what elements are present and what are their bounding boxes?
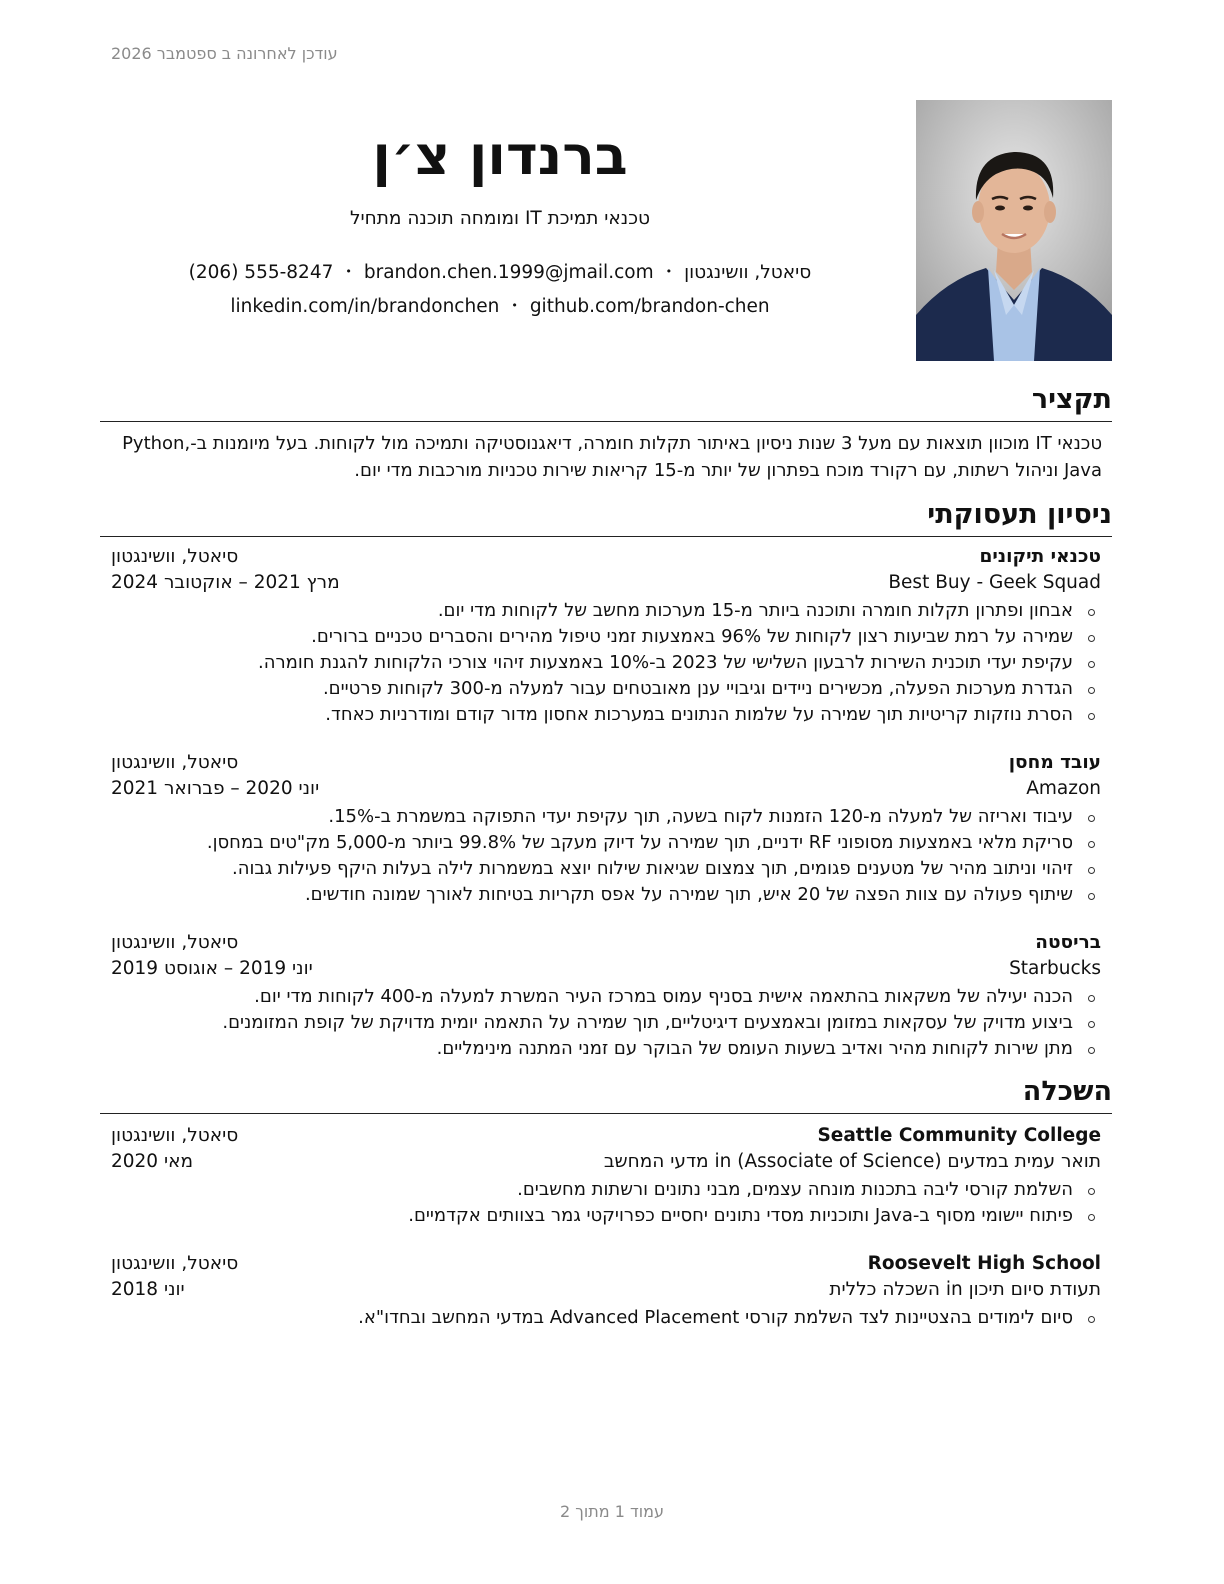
list-item: הסרת נוזקות קריטיות תוך שמירה על שלמות הנתונים במערכות אחסון מדור קודם ומודרניות כאחד.	[111, 702, 1101, 728]
school-location: סיאטל, וושינגטון	[111, 1125, 239, 1146]
location-text: סיאטל, וושינגטון	[684, 262, 812, 283]
list-item: שיתוף פעולה עם צוות הפצה של 20 איש, תוך שמירה על אפס תקריות בטיחות לאורך שמונה חודשים.	[111, 882, 1101, 908]
candidate-name: ברנדון צ׳ן	[372, 124, 628, 187]
list-item: עקיפת יעדי תוכנית השירות לרבעון השלישי של 2023 ב-10% באמצעות זיהוי צורכי הלקוחות להגנת חומרה.	[111, 650, 1101, 676]
contact-line-primary	[100, 262, 900, 283]
list-item: סריקת מלאי באמצעות מסופוני RF ידניים, תוך שמירה על דיוק מעקב של 99.8% ביותר מ-5,000 מק"טים במחסן.	[111, 830, 1101, 856]
candidate-headline: טכנאי תמיכת IT ומומחה תוכנה מתחיל	[350, 208, 650, 229]
school-degree-row	[111, 1279, 1101, 1305]
list-item: זיהוי וניתוב מהיר של מטענים פגומים, תוך צמצום שגיאות שילוח יוצא במשמרות לילה בעלות היקף פעילות גבוה.	[111, 856, 1101, 882]
job-location: סיאטל, וושינגטון	[111, 932, 239, 953]
list-item: הגדרת מערכות הפעלה, מכשירים ניידים וגיבויי ענן מאובטחים עבור למעלה מ-300 לקוחות פרטיים.	[111, 676, 1101, 702]
school-degree: תואר עמית במדעים (Associate of Science) in מדעי המחשב	[603, 1151, 1101, 1172]
separator-dot: •	[345, 265, 352, 278]
contact-line-links	[100, 296, 900, 317]
school-name-row	[111, 1253, 1101, 1279]
job-title: עובד מחסן	[1008, 752, 1101, 773]
list-item: הכנה יעילה של משקאות בהתאמה אישית בסניף עמוס במרכז העיר המשרת למעלה מ-400 לקוחות מדי יום.	[111, 984, 1101, 1010]
job-company-row	[111, 572, 1101, 598]
school-name: Roosevelt High School	[867, 1253, 1101, 1274]
job-dates: יוני 2020 – פברואר 2021	[111, 778, 320, 799]
list-item: שמירה על רמת שביעות רצון לקוחות של 96% באמצעות זמני טיפול מהירים והסברים טכניים ברורים.	[111, 624, 1101, 650]
job-company: Amazon	[1026, 778, 1101, 799]
school-name-row	[111, 1125, 1101, 1151]
school-name: Seattle Community College	[817, 1125, 1101, 1146]
summary-text: טכנאי IT מוכוון תוצאות עם מעל 3 שנות ניסיון באיתור תקלות חומרה, דיאגנוסטיקה ותמיכה מול לקוחות. בעל מיומנות ב-Python, Java וניהול רשתות, עם רקורד מוכח בפתרון של יותר מ-15 קריאות שירות טכניות מורכבות מדי יום.	[122, 433, 1102, 481]
job-company-row	[111, 778, 1101, 804]
job-dates: יוני 2019 – אוגוסט 2019	[111, 958, 313, 979]
job-bullets	[111, 984, 1101, 1062]
github-link[interactable]: github.com/brandon-chen	[529, 296, 770, 317]
phone-number[interactable]: (206) 555-8247	[188, 262, 334, 283]
list-item: השלמת קורסי ליבה בתכנות מונחה עצמים, מבני נתונים ורשתות מחשבים.	[111, 1177, 1101, 1203]
school-location: סיאטל, וושינגטון	[111, 1253, 239, 1274]
list-item: סיום לימודים בהצטיינות לצד השלמת קורסי Advanced Placement במדעי המחשב ובחדו"א.	[111, 1305, 1101, 1331]
list-item: עיבוד ואריזה של למעלה מ-120 הזמנות לקוח בשעה, תוך עקיפת יעדי התפוקה במשמרת ב-15%.	[111, 804, 1101, 830]
job-dates: מרץ 2021 – אוקטובר 2024	[111, 572, 340, 593]
job-title-row	[111, 752, 1101, 778]
school-bullets	[111, 1305, 1101, 1331]
job-title: טכנאי תיקונים	[979, 546, 1101, 567]
experience-heading: ניסיון תעסוקתי	[100, 498, 1112, 537]
job-company: Starbucks	[1009, 958, 1101, 979]
job-bullets	[111, 598, 1101, 728]
job-company-row	[111, 958, 1101, 984]
school-degree: תעודת סיום תיכון in השכלה כללית	[829, 1279, 1101, 1300]
page-number: עמוד 1 מתוך 2	[560, 1502, 664, 1521]
list-item: אבחון ופתרון תקלות חומרה ותוכנה ביותר מ-15 מערכות מחשב של לקוחות מדי יום.	[111, 598, 1101, 624]
school-bullets	[111, 1177, 1101, 1229]
job-company: Best Buy - Geek Squad	[888, 572, 1101, 593]
profile-photo	[916, 100, 1112, 361]
separator-dot: •	[665, 265, 673, 278]
summary-heading: תקציר	[100, 383, 1112, 422]
list-item: מתן שירות לקוחות מהיר ואדיב בשעות העומס של הבוקר עם זמני המתנה מינימליים.	[111, 1036, 1101, 1062]
school-degree-row	[111, 1151, 1101, 1177]
job-title-row	[111, 932, 1101, 958]
separator-dot: •	[511, 299, 518, 312]
job-location: סיאטל, וושינגטון	[111, 752, 239, 773]
linkedin-link[interactable]: linkedin.com/in/brandonchen	[230, 296, 500, 317]
education-heading: השכלה	[100, 1075, 1112, 1114]
school-dates: יוני 2018	[111, 1279, 185, 1300]
last-updated-note: עודכן לאחרונה ב ספטמבר 2026	[111, 44, 338, 63]
list-item: פיתוח יישומי מסוף ב-Java ותוכניות מסדי נתונים יחסיים כפרויקטי גמר בצוותים אקדמיים.	[111, 1203, 1101, 1229]
school-dates: מאי 2020	[111, 1151, 194, 1172]
job-bullets	[111, 804, 1101, 908]
job-location: סיאטל, וושינגטון	[111, 546, 239, 567]
list-item: ביצוע מדויק של עסקאות במזומן ובאמצעים דיגיטליים, תוך שמירה על התאמה יומית מדויקת של קופת המזומנים.	[111, 1010, 1101, 1036]
job-title: בריסטה	[1035, 932, 1101, 953]
email-link[interactable]: brandon.chen.1999@jmail.com	[363, 262, 654, 283]
job-title-row	[111, 546, 1101, 572]
